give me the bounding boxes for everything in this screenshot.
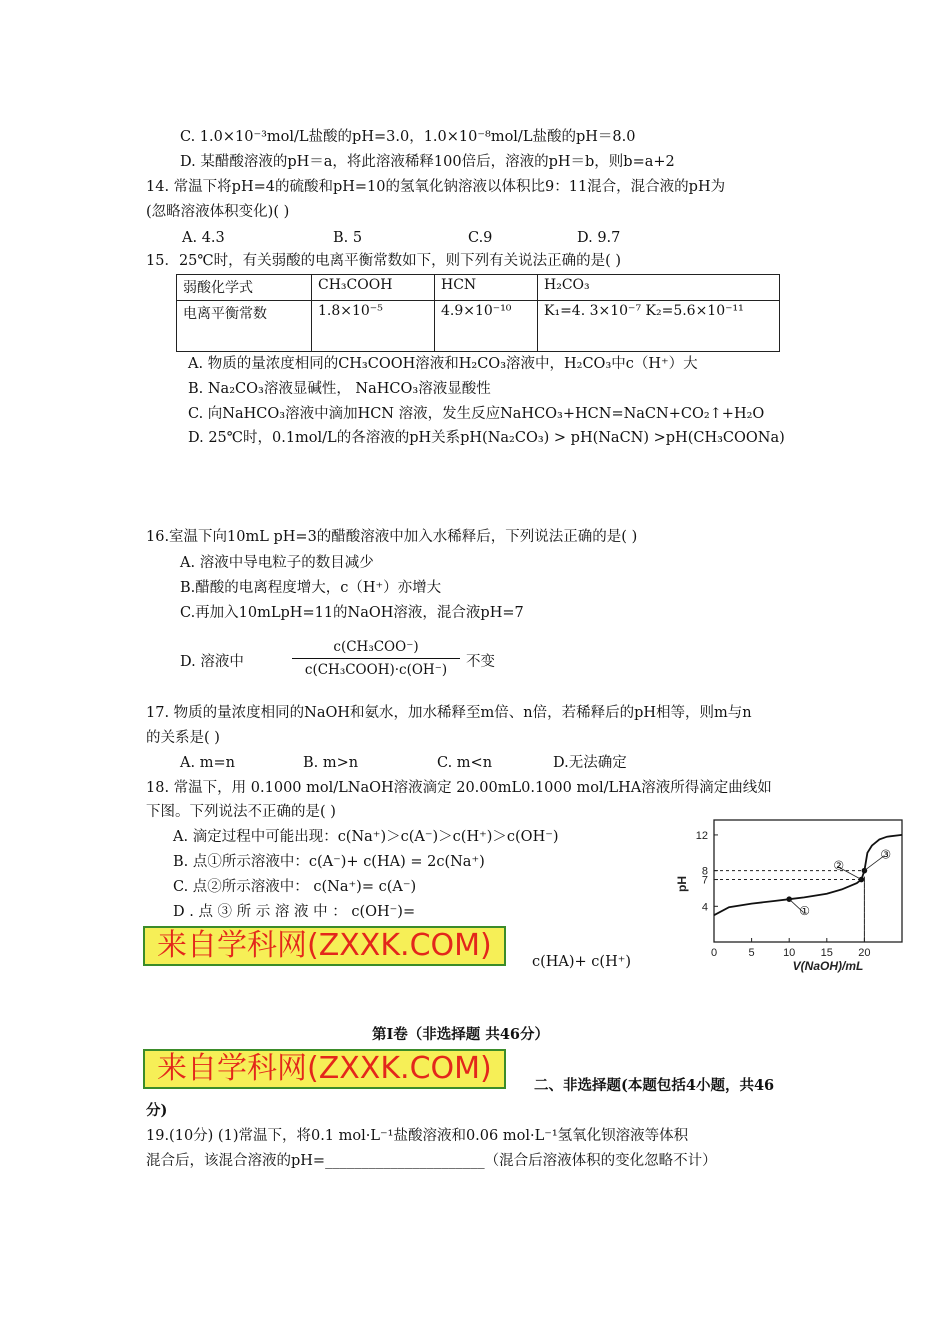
titration-curve-svg: [672, 812, 934, 978]
watermark-banner: 来自学科网(ZXXK.COM): [143, 926, 506, 966]
q18-stem-line2: 下图。下列说法不正确的是( ): [146, 804, 336, 820]
table-cell: 电离平衡常数: [177, 301, 312, 352]
table-cell: 1.8×10⁻⁵: [312, 301, 435, 352]
y-tick-label: 12: [695, 829, 708, 842]
q14-option-d: D. 9.7: [577, 230, 621, 246]
x-tick-label: 10: [783, 947, 796, 959]
point-label: ①: [799, 904, 810, 919]
x-tick-label: 15: [820, 947, 833, 959]
q17-stem-line2: 的关系是( ): [146, 730, 220, 746]
x-tick-label: 20: [858, 947, 871, 959]
q18-option-d: D . 点 ③ 所 示 溶 液 中 ： c(OH⁻)=: [173, 904, 416, 920]
x-axis-label: V(NaOH)/mL: [792, 959, 864, 973]
q17-option-b: B. m>n: [303, 755, 359, 771]
q15-option-a: A. 物质的量浓度相同的CH₃COOH溶液和H₂CO₃溶液中，H₂CO₃中c（H⁺）大: [188, 356, 698, 372]
fraction-bar: [292, 658, 460, 659]
x-tick-label: 5: [748, 947, 755, 959]
y-tick-label: 8: [701, 865, 708, 878]
point-label: ②: [833, 858, 845, 873]
q17-option-c: C. m<n: [437, 755, 493, 771]
table-cell: 4.9×10⁻¹⁰: [435, 301, 538, 352]
fraction-denominator: c(CH₃COOH)·c(OH⁻): [304, 662, 448, 678]
q16-option-d-suffix: 不变: [466, 654, 495, 670]
q16-option-b: B.醋酸的电离程度增大，c（H⁺）亦增大: [180, 580, 442, 596]
q14-stem-line1: 14. 常温下将pH=4的硫酸和pH=10的氢氧化钠溶液以体积比9：11混合，混合液的pH为: [146, 179, 726, 195]
titration-curve-line: [714, 835, 902, 915]
q18-option-d-tail: c(HA)+ c(H⁺): [532, 954, 632, 970]
q13-option-d: D. 某醋酸溶液的pH＝a，将此溶液稀释100倍后，溶液的pH＝b，则b=a+2: [180, 154, 675, 170]
q14-option-a: A. 4.3: [182, 230, 225, 246]
q15-option-b: B. Na₂CO₃溶液显碱性， NaHCO₃溶液显酸性: [188, 381, 491, 397]
q17-stem-line1: 17. 物质的量浓度相同的NaOH和氨水，加水稀释至m倍、n倍，若稀释后的pH相等，则m与n: [146, 705, 752, 721]
q15-option-d: D. 25℃时，0.1mol/L的各溶液的pH关系pH(Na₂CO₃) > pH(NaCN) >pH(CH₃COONa): [188, 430, 785, 446]
q15-stem: 15．25℃时，有关弱酸的电离平衡常数如下，则下列有关说法正确的是( ): [146, 253, 622, 269]
q14-stem-line2: (忽略溶液体积变化)( ): [146, 204, 290, 220]
table-header-cell: H₂CO₃: [538, 275, 780, 301]
q16-fraction: [292, 638, 460, 679]
q14-option-c: C.9: [468, 230, 493, 246]
watermark-banner: 来自学科网(ZXXK.COM): [143, 1049, 506, 1089]
q18-stem-line1: 18. 常温下，用 0.1000 mol/LNaOH溶液滴定 20.00mL0.1000 mol/LHA溶液所得滴定曲线如: [146, 780, 772, 796]
q19-line1: 19.(10分) (1)常温下，将0.1 mol·L⁻¹盐酸溶液和0.06 mol·L⁻¹氢氧化钡溶液等体积: [146, 1128, 689, 1144]
section-title: 第Ⅰ卷（非选择题 共46分）: [372, 1026, 550, 1043]
q16-option-a: A. 溶液中导电粒子的数目减少: [180, 555, 374, 571]
ionization-constant-table: [176, 274, 780, 352]
fraction-numerator: c(CH₃COO⁻): [333, 639, 419, 655]
q16-option-c: C.再加入10mLpH=11的NaOH溶液，混合液pH=7: [180, 605, 524, 621]
q18-option-a: A. 滴定过程中可能出现：c(Na⁺)＞c(A⁻)＞c(H⁺)＞c(OH⁻): [173, 829, 559, 845]
q19-line2: 混合后，该混合溶液的pH=______________________（混合后溶液体积的变化忽略不计）: [146, 1153, 717, 1169]
section-heading: 二、非选择题(本题包括4小题，共46: [534, 1077, 775, 1094]
table-header-cell: 弱酸化学式: [177, 275, 312, 301]
y-axis-label: pH: [675, 876, 689, 892]
q18-option-b: B. 点①所示溶液中：c(A⁻)+ c(HA) = 2c(Na⁺): [173, 854, 485, 870]
q17-option-a: A. m=n: [180, 755, 235, 771]
section-heading-end: 分): [146, 1102, 168, 1119]
q17-option-d: D.无法确定: [553, 755, 627, 771]
q16-stem: 16.室温下向10mL pH=3的醋酸溶液中加入水稀释后，下列说法正确的是( ): [146, 529, 638, 545]
q16-option-d-prefix: D. 溶液中: [180, 654, 244, 670]
titration-curve-chart: [672, 812, 934, 978]
table-header-cell: CH₃COOH: [312, 275, 435, 301]
table-header-cell: HCN: [435, 275, 538, 301]
q13-option-c: C. 1.0×10⁻³mol/L盐酸的pH=3.0，1.0×10⁻⁸mol/L盐酸的pH＝8.0: [180, 129, 636, 145]
y-tick-label: 4: [701, 901, 708, 914]
x-tick-label: 0: [710, 947, 718, 959]
y-tick-label: 7: [701, 874, 708, 887]
q14-option-b: B. 5: [333, 230, 363, 246]
q15-option-c: C. 向NaHCO₃溶液中滴加HCN 溶液，发生反应NaHCO₃+HCN=NaCN+CO₂↑+H₂O: [188, 406, 765, 422]
table-cell: K₁=4. 3×10⁻⁷ K₂=5.6×10⁻¹¹: [538, 301, 780, 352]
point-label: ③: [880, 847, 892, 862]
q18-option-c: C. 点②所示溶液中： c(Na⁺)= c(A⁻): [173, 879, 417, 895]
plot-frame: [714, 820, 902, 942]
